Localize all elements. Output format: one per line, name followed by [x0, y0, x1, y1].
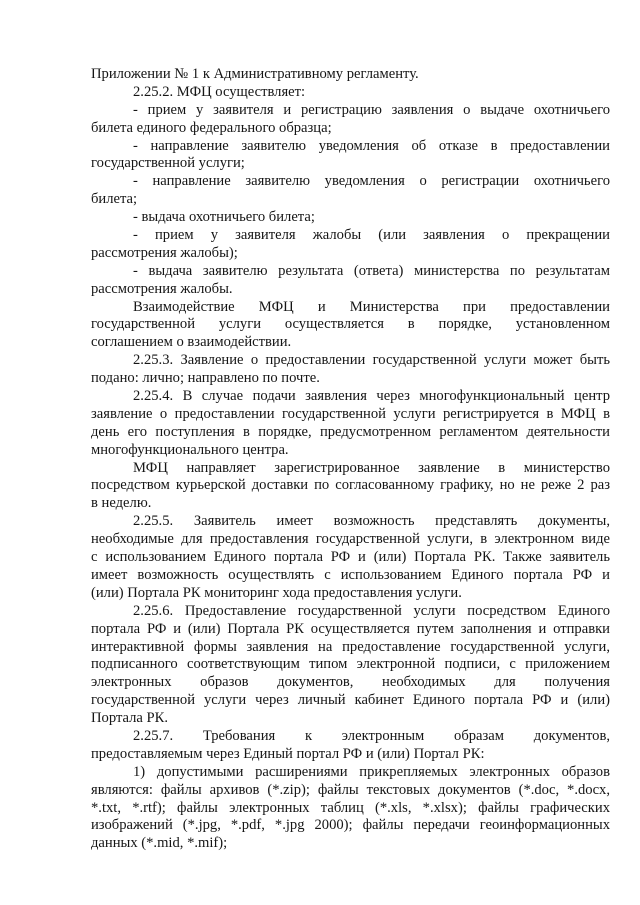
text-line: 2.25.5. Заявитель имеет возможность представлять документы, — [133, 513, 610, 530]
text-line: МФЦ направляет зарегистрированное заявление в министерство — [133, 459, 610, 476]
text-line: рассмотрения жалобы); — [91, 244, 238, 261]
text-line: 1) допустимыми расширениями прикрепляемых электронных образов — [133, 763, 610, 780]
text-line: - направление заявителю уведомления о регистрации охотничьего — [133, 173, 610, 190]
text-line: предоставляемым через Единый портал РФ и (или) Портал РК: — [91, 745, 485, 762]
text-line: данных (*.mid, *.mif); — [91, 835, 228, 852]
text-line: имеет возможность осуществлять с использованием Единого портала РФ и — [91, 566, 610, 583]
text-line: Приложении № 1 к Административному регламенту. — [91, 66, 419, 82]
text-line: государственной услуги через личный кабинет Единого портала РФ и (или) — [91, 692, 610, 709]
document-body — [91, 66, 610, 853]
text-line: 2.25.3. Заявление о предоставлении государственной услуги может быть — [133, 352, 610, 369]
text-line: Взаимодействие МФЦ и Министерства при предоставлении — [133, 298, 610, 315]
text-line: многофункционального центра. — [91, 441, 289, 458]
text-line: интерактивной формы заявления на предоставление государственной услуги, — [91, 638, 610, 655]
text-line: соглашением о взаимодействии. — [91, 334, 292, 351]
text-line: *.txt, *.rtf); файлы электронных таблиц (*.xls, *.xlsx); файлы графических — [91, 799, 610, 816]
text-line: - направление заявителю уведомления об отказе в предоставлении — [133, 137, 610, 154]
text-line: (или) Портала РК мониторинг хода предоставления услуги. — [91, 584, 462, 601]
text-line: изображений (*.jpg, *.pdf, *.jpg 2000); файлы передачи геоинформационных — [91, 817, 610, 834]
text-line: являются: файлы архивов (*.zip); файлы текстовых документов (*.doc, *.docx, — [91, 781, 610, 798]
text-line: день его поступления в порядке, предусмотренном регламентом деятельности — [91, 423, 610, 440]
text-line: подано: лично; направлено по почте. — [91, 370, 320, 387]
text-line: необходимые для предоставления государственной услуги, в электронном виде — [91, 531, 610, 548]
text-line: в неделю. — [91, 495, 152, 512]
text-line: 2.25.4. В случае подачи заявления через многофункциональный центр — [133, 388, 610, 405]
text-line: билета единого федерального образца; — [91, 119, 332, 136]
text-line: подписанного соответствующим типом электронной подписи, с приложением — [91, 656, 610, 673]
text-line: - выдача заявителю результата (ответа) министерства по результатам — [133, 262, 610, 279]
text-line: - прием у заявителя жалобы (или заявления о прекращении — [133, 227, 610, 244]
text-line: посредством курьерской доставки по согласованному графику, но не реже 2 раз — [91, 477, 610, 494]
text-line: 2.25.2. МФЦ осуществляет: — [133, 83, 306, 100]
text-line: - выдача охотничьего билета; — [133, 209, 315, 226]
text-line: заявление о предоставлении государственной услуги регистрируется в МФЦ в — [91, 405, 610, 422]
text-line: портала РФ и (или) Портала РК осуществляется путем заполнения и отправки — [91, 620, 610, 637]
text-line: с использованием Единого портала РФ и (или) Портала РК. Также заявитель — [91, 549, 610, 566]
text-line: электронных образов документов, необходимых для получения — [91, 674, 610, 691]
text-line: билета; — [91, 191, 138, 208]
text-line: 2.25.6. Предоставление государственной услуги посредством Единого — [133, 602, 610, 619]
text-line: государственной услуги осуществляется в порядке, установленном — [91, 316, 610, 333]
text-line: государственной услуги; — [91, 155, 245, 172]
text-line: - прием у заявителя и регистрацию заявления о выдаче охотничьего — [133, 101, 610, 118]
text-line: Портала РК. — [91, 710, 169, 727]
text-line: 2.25.7. Требования к электронным образам документов, — [133, 727, 610, 744]
text-line: рассмотрения жалобы. — [91, 280, 233, 297]
